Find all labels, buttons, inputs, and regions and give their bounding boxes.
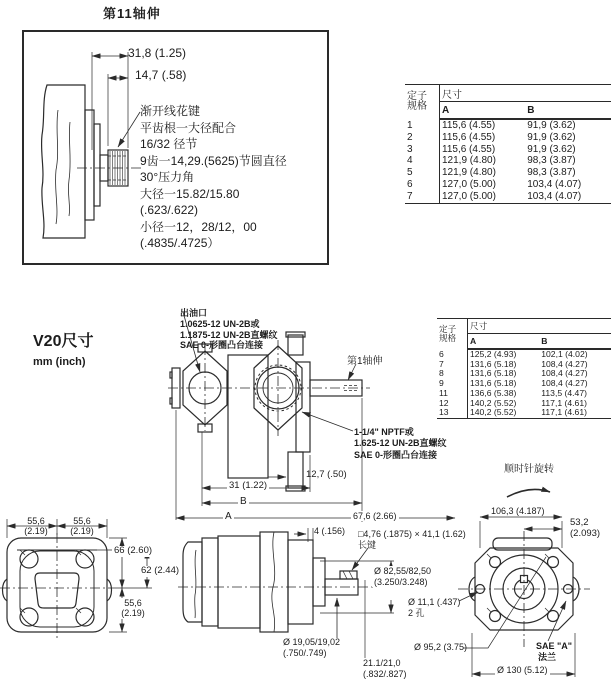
dim-11-1: Ø 11,1 (.437) <box>408 597 461 607</box>
spline-notes <box>140 103 287 252</box>
note-line: (.4835/.4725） <box>140 236 220 250</box>
table-cell: 1 <box>405 119 440 132</box>
table-cell: 8 <box>437 369 468 379</box>
table-cell: 127,0 (5.00) <box>442 178 496 190</box>
table-cell: 3 <box>405 144 440 156</box>
dim-67-6: 67,6 (2.66) <box>353 511 397 521</box>
table-cell: 121,9 (4.80) <box>442 155 496 167</box>
table-cell: 7 <box>405 191 440 203</box>
dim-55-6-right: 55,6 (2.19) <box>70 516 94 537</box>
table-cell: 131,6 (5.18) <box>470 378 517 389</box>
spline-leader <box>118 112 140 147</box>
note-line: 16/32 径节 <box>140 137 198 151</box>
dim-31-8: 31,8 (1.25) <box>128 46 187 60</box>
note-line: SAE 0-形圈凸台连接 <box>180 340 264 351</box>
dim-19-05-in: (.750/.749) <box>283 648 327 658</box>
note-line: 1-1/4" NPTF或 <box>354 427 414 437</box>
shaft-key <box>340 571 357 579</box>
table-cell: 13 <box>437 408 468 418</box>
col-b-label: B <box>525 102 611 120</box>
note-line: 1.625-12 UN-2B直螺纹 <box>354 438 447 449</box>
stator-table-top <box>405 84 611 204</box>
col-spec-label: 定子 <box>439 323 457 334</box>
dim-55-6-bottom: 55,6 (2.19) <box>112 598 154 619</box>
dim-a: A <box>225 511 232 522</box>
table-cell: 6 <box>437 349 468 360</box>
table-cell: 98,3 (3.87) <box>527 167 576 179</box>
table-cell: 117,1 (4.61) <box>541 397 587 408</box>
table-cell: 113,5 (4.47) <box>541 387 587 398</box>
dim-55-6-left: 55,6 (2.19) <box>24 516 48 537</box>
mount-flange <box>85 110 94 220</box>
v20-title: V20尺寸 <box>33 333 94 350</box>
dim-82-55-in: (3.250/3.248) <box>374 577 428 587</box>
table-cell: 7 <box>437 360 468 370</box>
dim-12-7: 12,7 (.50) <box>306 469 347 480</box>
table-cell: 115,6 (4.55) <box>442 120 496 131</box>
note-line: 9齿一14,29.(5625)节圆直径 <box>140 153 287 168</box>
dim-19-05: Ø 19,05/19,02 <box>283 637 341 647</box>
rear-cap <box>183 542 202 622</box>
dim-53-2: 53,2 <box>570 517 589 528</box>
table-cell: 103,4 (4.07) <box>527 190 582 202</box>
table-cell: 108,4 (4.27) <box>541 378 588 389</box>
table-cell: 9 <box>437 379 468 389</box>
stator-table-mid <box>437 318 611 419</box>
col-spec-label: 规格 <box>407 101 427 112</box>
note-line: 小径一12，28/12，00 <box>140 219 257 234</box>
table-row <box>405 132 611 144</box>
table-cell: 12 <box>437 399 468 409</box>
table-cell: 2 <box>405 132 440 144</box>
dim-b: B <box>240 496 247 507</box>
table-cell: 98,3 (3.87) <box>527 155 576 167</box>
table-cell: 117,1 (4.61) <box>541 407 587 418</box>
main-housing <box>218 536 260 628</box>
key-leader <box>352 548 368 570</box>
table-cell: 102,1 (4.02) <box>541 349 588 359</box>
table-row <box>405 167 611 179</box>
dim-31: 31 (1.22) <box>229 480 268 491</box>
table-cell: 140,2 (5.52) <box>470 397 517 408</box>
table-cell: 11 <box>437 389 468 399</box>
table-cell: 131,6 (5.18) <box>470 358 517 369</box>
note-line: SAE 0-形圈凸台连接 <box>354 449 438 460</box>
table-cell: 5 <box>405 167 440 179</box>
table-cell: 121,9 (4.80) <box>442 167 496 179</box>
dim-53-2-in: (2.093) <box>570 528 601 539</box>
dim-4: 4 (.156) <box>314 526 346 536</box>
dim-66: 66 (2.60) <box>114 545 153 556</box>
dim-11-1-holes: 2 孔 <box>408 608 425 618</box>
col-spec-label: 规格 <box>439 333 457 343</box>
table-cell: 103,4 (4.07) <box>527 178 582 190</box>
col-size-label: 尺寸 <box>468 319 612 334</box>
table-cell: 6 <box>405 179 440 191</box>
bottom-stub <box>288 452 303 488</box>
table-cell: 4 <box>405 155 440 167</box>
table-cell: 91,9 (3.62) <box>527 143 576 155</box>
table-row <box>405 155 611 167</box>
note-line: 1.1875-12 UN-2B直螺纹 <box>180 329 278 340</box>
table-cell: 115,6 (4.55) <box>442 143 496 155</box>
shaft1-label: 第1轴伸 <box>347 356 383 367</box>
table-cell: 131,6 (5.18) <box>470 368 517 379</box>
note-line: (.623/.622) <box>140 203 199 217</box>
note-line: 平齿根一大径配合 <box>140 120 237 135</box>
outlet-note <box>180 308 278 351</box>
dim-21-1-in: (.832/.827) <box>363 669 407 679</box>
note-line: 出油口 <box>180 308 208 318</box>
note-line: 渐开线花键 <box>140 104 201 118</box>
col-size-label: 尺寸 <box>440 85 612 102</box>
table-cell: 108,4 (4.27) <box>541 358 588 369</box>
table-cell: 140,2 (5.52) <box>470 407 517 418</box>
table-row <box>405 179 611 191</box>
table-cell: 91,9 (3.62) <box>527 131 576 143</box>
col-b-label: B <box>539 334 611 350</box>
key-spec: □4,76 (.1875) × 41,1 (1.62) <box>358 529 466 539</box>
table-cell: 108,4 (4.27) <box>541 368 588 379</box>
table-row <box>437 408 611 418</box>
inlet-note <box>354 427 447 461</box>
front-flange <box>296 362 310 452</box>
table-cell: 115,6 (4.55) <box>442 131 496 143</box>
center-housing <box>228 355 268 478</box>
col-a-label: A <box>468 334 540 350</box>
table-row <box>405 144 611 156</box>
v20-units: mm (inch) <box>33 356 86 368</box>
pump-body-section <box>42 85 85 238</box>
pilot-hub <box>313 558 325 606</box>
dim-95-2: Ø 95,2 (3.75) <box>414 642 468 652</box>
dim-14-7: 14,7 (.58) <box>135 68 187 82</box>
front-section <box>288 540 313 624</box>
dim-21-1: 21.1/21,0 <box>363 658 401 668</box>
table-cell: 136,6 (5.38) <box>470 387 517 398</box>
sae-flange-label-2: 法兰 <box>538 652 557 662</box>
table-cell: 125,2 (4.93) <box>470 349 517 359</box>
table-cell: 127,0 (5.00) <box>442 190 496 202</box>
dim-82-55: Ø 82,55/82,50 <box>374 566 432 576</box>
rotation-label: 顺时针旋转 <box>504 464 554 475</box>
sae-flange-label: SAE "A" <box>536 641 573 651</box>
shaft11-title: 第11轴伸 <box>103 6 161 21</box>
col-spec-label: 定子 <box>407 90 427 102</box>
table-row <box>405 119 611 132</box>
key-spec-2: 长键 <box>358 540 377 550</box>
clockwise-arrow-icon <box>502 483 558 501</box>
dim-62: 62 (2.44) <box>141 565 180 576</box>
note-line: 1.0625-12 UN-2B或 <box>180 318 260 329</box>
dim-130: Ø 130 (5.12) <box>497 665 548 675</box>
table-row <box>405 191 611 203</box>
dim-106-3: 106,3 (4.187) <box>491 506 545 516</box>
col-a-label: A <box>440 102 526 120</box>
table-cell: 91,9 (3.62) <box>527 120 576 131</box>
note-line: 大径一15.82/15.80 <box>140 186 240 201</box>
note-line: 30°压力角 <box>140 170 195 184</box>
